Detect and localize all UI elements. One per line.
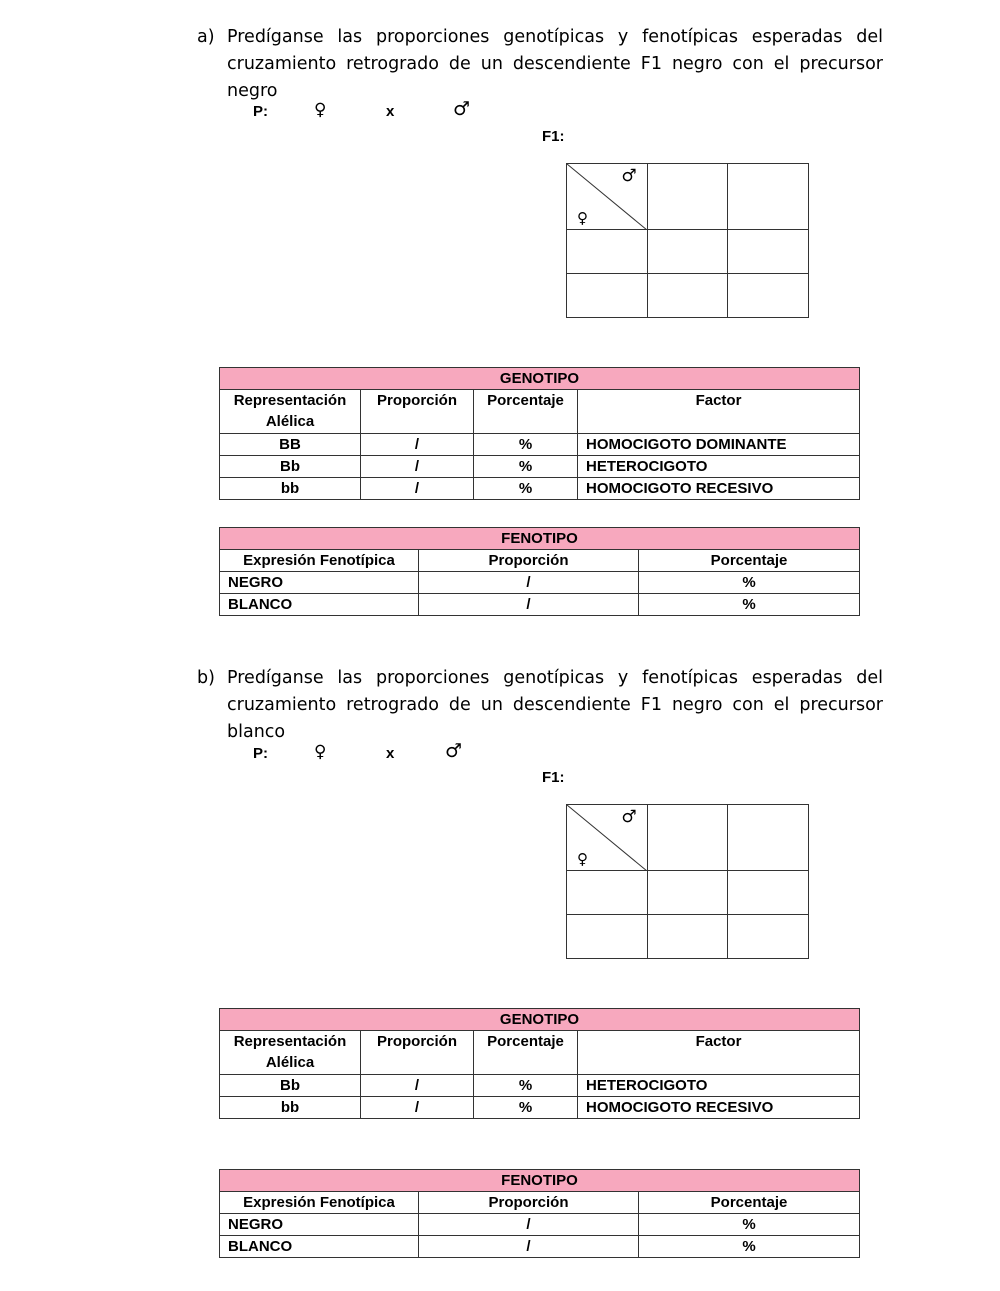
punnett-cell[interactable] (647, 230, 728, 274)
question-text: Predíganse las proporciones genotípicas y fenotípicas esperadas del cruzamiento retrogrado de un descendiente F1 negro con el precursor negro (227, 27, 883, 101)
question-label: b) (197, 668, 215, 688)
percentage-cell[interactable]: % (474, 456, 578, 478)
factor-cell: HETEROCIGOTO (578, 456, 860, 478)
factor-cell: HOMOCIGOTO DOMINANTE (578, 434, 860, 456)
proportion-cell[interactable]: / (361, 478, 474, 500)
phenotype-cell: NEGRO (220, 572, 419, 594)
table-row (220, 1236, 860, 1258)
column-header: Representación Alélica (220, 390, 361, 434)
proportion-cell[interactable]: / (361, 1097, 474, 1119)
column-header: Representación Alélica (220, 1031, 361, 1075)
proportion-cell[interactable]: / (419, 1214, 639, 1236)
punnett-square (566, 163, 809, 318)
punnett-corner (567, 164, 648, 230)
punnett-cell[interactable] (728, 230, 809, 274)
male-icon: ♂ (621, 166, 637, 186)
punnett-cell[interactable] (567, 230, 648, 274)
column-header: Factor (578, 390, 860, 434)
column-header: Porcentaje (474, 390, 578, 434)
punnett-cell[interactable] (647, 805, 728, 871)
punnett-cell[interactable] (567, 915, 648, 959)
table-row (220, 456, 860, 478)
punnett-cell[interactable] (647, 871, 728, 915)
column-header: Proporción (361, 1031, 474, 1075)
punnett-cell[interactable] (647, 274, 728, 318)
percentage-cell[interactable]: % (474, 478, 578, 500)
table-row (220, 572, 860, 594)
phenotype-cell: NEGRO (220, 1214, 419, 1236)
proportion-cell[interactable]: / (419, 572, 639, 594)
factor-cell: HOMOCIGOTO RECESIVO (578, 478, 860, 500)
factor-cell: HETEROCIGOTO (578, 1075, 860, 1097)
female-icon: ♀ (577, 209, 588, 227)
proportion-cell[interactable]: / (361, 1075, 474, 1097)
punnett-cell[interactable] (728, 915, 809, 959)
parents-line (0, 740, 1000, 775)
punnett-cell[interactable] (728, 164, 809, 230)
cross-symbol: x (386, 745, 395, 762)
question-text: Predíganse las proporciones genotípicas y fenotípicas esperadas del cruzamiento retrogrado de un descendiente F1 negro con el precursor blanco (227, 668, 883, 742)
percentage-cell[interactable]: % (639, 1236, 860, 1258)
punnett-cell[interactable] (728, 805, 809, 871)
table-row (220, 1214, 860, 1236)
percentage-cell[interactable]: % (474, 1097, 578, 1119)
punnett-square (566, 804, 809, 959)
percentage-cell[interactable]: % (639, 594, 860, 616)
percentage-cell[interactable]: % (639, 572, 860, 594)
table-title: GENOTIPO (220, 368, 860, 390)
phenotype-table (219, 527, 860, 616)
parents-label: P: (253, 745, 268, 762)
parents-line (0, 98, 1000, 133)
cross-symbol: x (386, 103, 395, 120)
table-row (220, 594, 860, 616)
punnett-cell[interactable] (567, 274, 648, 318)
allele-cell: Bb (220, 1075, 361, 1097)
proportion-cell[interactable]: / (419, 1236, 639, 1258)
table-title: FENOTIPO (220, 1170, 860, 1192)
phenotype-table (219, 1169, 860, 1258)
phenotype-cell: BLANCO (220, 594, 419, 616)
parents-label: P: (253, 103, 268, 120)
punnett-cell[interactable] (647, 915, 728, 959)
male-icon: ♂ (453, 98, 471, 120)
allele-cell: BB (220, 434, 361, 456)
male-icon: ♂ (621, 807, 637, 827)
percentage-cell[interactable]: % (474, 1075, 578, 1097)
proportion-cell[interactable]: / (419, 594, 639, 616)
factor-cell: HOMOCIGOTO RECESIVO (578, 1097, 860, 1119)
genotype-table (219, 1008, 860, 1119)
female-icon: ♀ (314, 100, 327, 120)
table-row (220, 434, 860, 456)
genotype-table (219, 367, 860, 500)
allele-cell: Bb (220, 456, 361, 478)
male-icon: ♂ (445, 740, 463, 762)
punnett-cell[interactable] (728, 274, 809, 318)
column-header: Factor (578, 1031, 860, 1075)
female-icon: ♀ (314, 742, 327, 762)
allele-cell: bb (220, 478, 361, 500)
table-title: GENOTIPO (220, 1009, 860, 1031)
proportion-cell[interactable]: / (361, 456, 474, 478)
punnett-cell[interactable] (567, 871, 648, 915)
percentage-cell[interactable]: % (639, 1214, 860, 1236)
f1-label: F1: (542, 128, 565, 145)
percentage-cell[interactable]: % (474, 434, 578, 456)
column-header: Proporción (419, 1192, 639, 1214)
column-header: Porcentaje (639, 1192, 860, 1214)
punnett-cell[interactable] (728, 871, 809, 915)
proportion-cell[interactable]: / (361, 434, 474, 456)
column-header: Proporción (361, 390, 474, 434)
column-header: Porcentaje (639, 550, 860, 572)
allele-cell: bb (220, 1097, 361, 1119)
column-header: Proporción (419, 550, 639, 572)
phenotype-cell: BLANCO (220, 1236, 419, 1258)
table-row (220, 478, 860, 500)
table-title: FENOTIPO (220, 528, 860, 550)
punnett-cell[interactable] (647, 164, 728, 230)
punnett-corner (567, 805, 648, 871)
column-header: Porcentaje (474, 1031, 578, 1075)
question-label: a) (197, 27, 215, 47)
column-header: Expresión Fenotípica (220, 550, 419, 572)
column-header: Expresión Fenotípica (220, 1192, 419, 1214)
table-row (220, 1097, 860, 1119)
table-row (220, 1075, 860, 1097)
female-icon: ♀ (577, 850, 588, 868)
f1-label: F1: (542, 769, 565, 786)
